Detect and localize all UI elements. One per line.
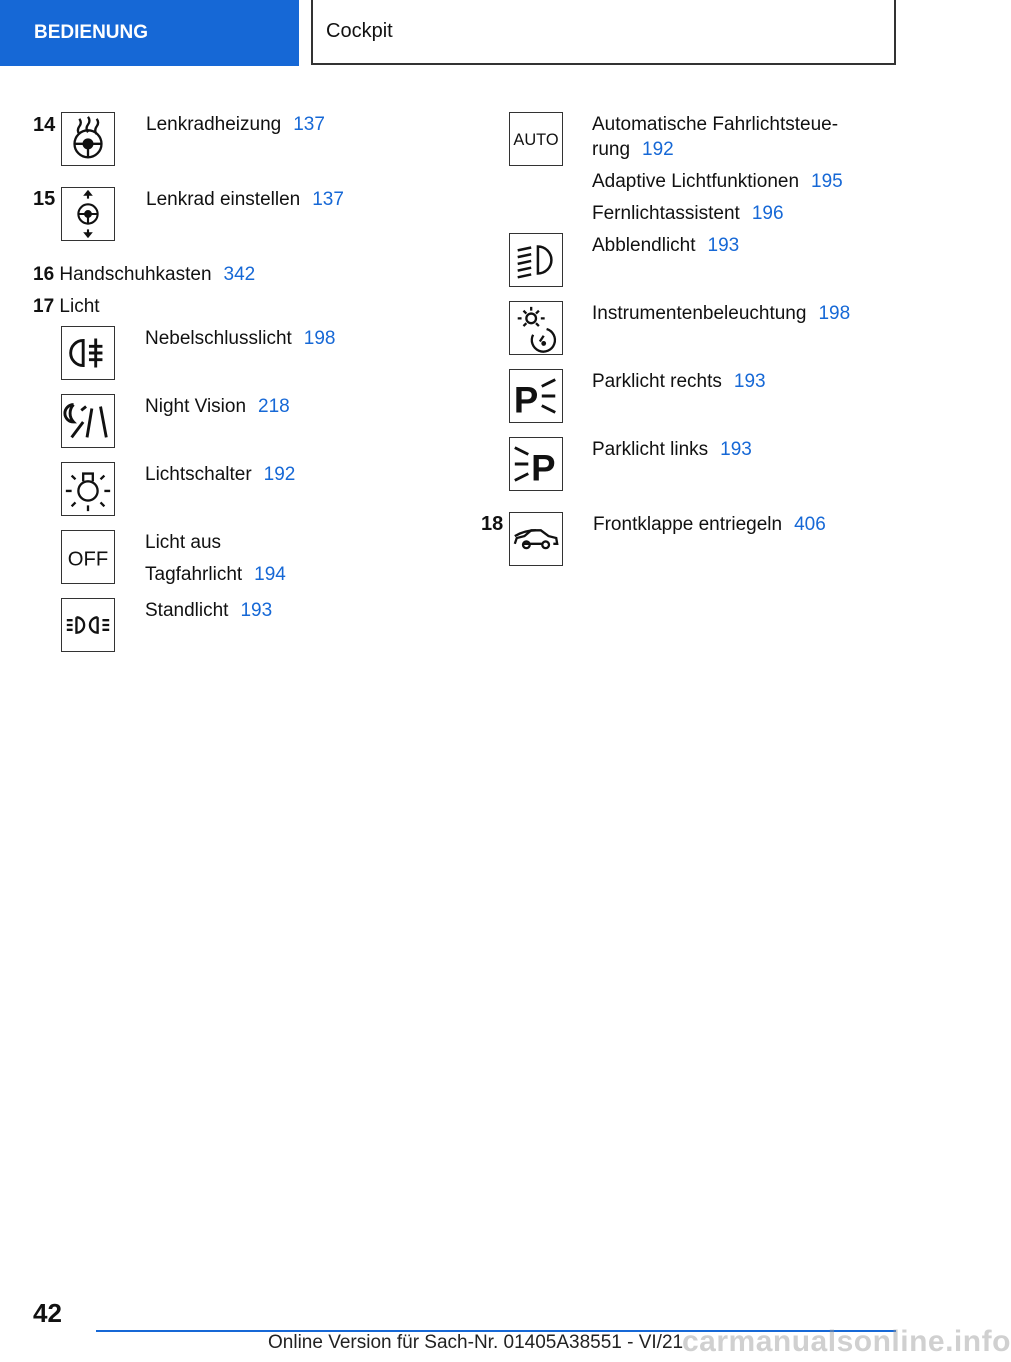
item-16 bbox=[33, 262, 255, 287]
page-link[interactable]: 137 bbox=[293, 114, 325, 135]
page-link[interactable]: 218 bbox=[258, 396, 290, 417]
sub-label: Automatische Fahrlichtsteue- bbox=[592, 114, 839, 135]
item-number: 17 bbox=[33, 296, 55, 317]
page-link[interactable]: 198 bbox=[303, 328, 336, 349]
heated-steering-wheel-icon bbox=[61, 112, 115, 166]
section-tab bbox=[0, 0, 299, 66]
night-vision-icon bbox=[61, 394, 115, 448]
item-number: 16 bbox=[33, 264, 55, 285]
item-number: 14 bbox=[33, 114, 56, 136]
page-link[interactable]: 193 bbox=[240, 600, 273, 621]
side-light-icon bbox=[61, 598, 115, 652]
page-link[interactable]: 192 bbox=[263, 464, 296, 485]
sub-label: Instrumentenbeleuchtung 198 bbox=[592, 303, 851, 324]
section-title: BEDIENUNG bbox=[34, 22, 149, 43]
sub-label: rung 192 bbox=[592, 139, 674, 160]
hood-release-icon bbox=[509, 512, 563, 566]
steering-adjust-icon bbox=[61, 187, 115, 241]
page-link[interactable]: 194 bbox=[254, 564, 286, 585]
sub-label: Abblendlicht 193 bbox=[592, 235, 740, 256]
page-link[interactable]: 198 bbox=[818, 303, 851, 324]
item-label: Frontklappe entriegeln 406 bbox=[593, 514, 826, 535]
svg-text:P: P bbox=[531, 447, 556, 489]
off-icon-text: OFF bbox=[67, 548, 109, 571]
item-label: Lenkradheizung 137 bbox=[146, 114, 325, 135]
page-link[interactable]: 137 bbox=[312, 189, 344, 210]
page-link[interactable]: 193 bbox=[733, 371, 766, 392]
page-link[interactable]: 342 bbox=[223, 264, 256, 285]
item-label: Licht bbox=[59, 296, 100, 317]
page-link[interactable]: 193 bbox=[707, 235, 740, 256]
sub-label: Adaptive Lichtfunktionen 195 bbox=[592, 171, 843, 192]
parking-light-right-icon bbox=[509, 369, 563, 423]
footer-text: Online Version für Sach-Nr. 01405A38551 - VI/21 bbox=[268, 1332, 684, 1353]
sub-label: Licht aus bbox=[145, 532, 222, 553]
chapter-tab bbox=[311, 0, 896, 65]
sub-label: Fernlichtassistent 196 bbox=[592, 203, 784, 224]
page-link[interactable]: 195 bbox=[811, 171, 843, 192]
auto-light-icon bbox=[509, 112, 563, 166]
item-label: Lenkrad einstellen 137 bbox=[146, 189, 344, 210]
item-number: 18 bbox=[481, 513, 504, 535]
sub-label: Parklicht links 193 bbox=[592, 439, 752, 460]
sub-label: Standlicht 193 bbox=[145, 600, 273, 621]
sub-label: Night Vision 218 bbox=[145, 396, 290, 417]
sub-label: Nebelschlusslicht 198 bbox=[145, 328, 336, 349]
page-link[interactable]: 192 bbox=[642, 139, 674, 160]
sub-label: Parklicht rechts 193 bbox=[592, 371, 766, 392]
chapter-title: Cockpit bbox=[326, 20, 393, 42]
page-number: 42 bbox=[33, 1298, 62, 1328]
item-label: Handschuhkasten bbox=[59, 264, 212, 285]
item-number: 15 bbox=[33, 188, 56, 210]
auto-icon-text: AUTO bbox=[513, 130, 559, 149]
item-17 bbox=[33, 294, 100, 319]
watermark: carmanualsonline.info bbox=[682, 1325, 1011, 1358]
sub-label: Lichtschalter 192 bbox=[145, 464, 296, 485]
page-link[interactable]: 406 bbox=[794, 514, 826, 535]
rear-fog-light-icon bbox=[61, 326, 115, 380]
low-beam-icon bbox=[509, 233, 563, 287]
page-link[interactable]: 193 bbox=[720, 439, 752, 460]
sub-label: Tagfahrlicht 194 bbox=[145, 564, 286, 585]
svg-text:P: P bbox=[513, 379, 539, 421]
page-link[interactable]: 196 bbox=[751, 203, 784, 224]
off-icon bbox=[61, 530, 115, 584]
parking-light-left-icon bbox=[509, 437, 563, 491]
light-switch-icon bbox=[61, 462, 115, 516]
instrument-lighting-icon bbox=[509, 301, 563, 355]
